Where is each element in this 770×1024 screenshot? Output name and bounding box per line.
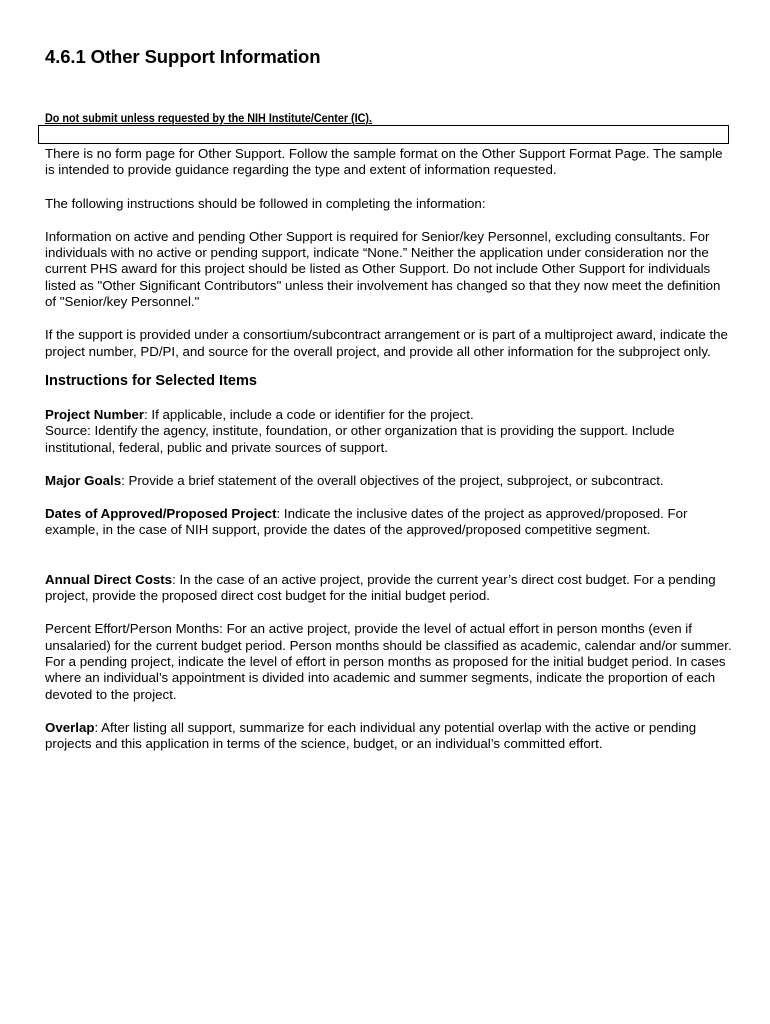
annual-costs-term: Annual Direct Costs bbox=[45, 571, 173, 587]
intro-paragraph: There is no form page for Other Support. Follow the sample format on the Other Support Format Page. The sample is intended to provide guidance regarding the type and extent of information requested. bbox=[45, 146, 723, 178]
item-dates bbox=[45, 506, 735, 539]
item-percent-effort: Percent Effort/Person Months: For an active project, provide the level of actual effort in person months (even if unsalaried) for the current budget period. Person months should be classified as academic, calendar and/or summer. For a pending project, indicate the level of effort in person months as proposed for the initial budget period. In cases where an individual’s appointment is divided into academic and summer segments, indicate the proportion of each devoted to the project. bbox=[45, 621, 732, 702]
instructions-body bbox=[45, 146, 735, 769]
overlap-term: Overlap bbox=[45, 719, 95, 735]
consortium-paragraph: If the support is provided under a consortium/subcontract arrangement or is part of a multiproject award, indicate the project number, PD/PI, and source for the overall project, and provide all other information for the subproject only. bbox=[45, 327, 728, 359]
overlap-text: : After listing all support, summarize for each individual any potential overlap with the active or pending projects and this application in terms of the science, budget, or an individual’s committed effort. bbox=[45, 719, 697, 752]
info-paragraph: Information on active and pending Other Support is required for Senior/key Personnel, excluding consultants. For individuals with no active or pending support, indicate “None.” Neither the application under consideration nor the current PHS award for this project should be listed as Other Support. Do not include Other Support for individuals listed as "Other Significant Contributors" unless their involvement has changed so that they now meet the definition of "Senior/key Personnel." bbox=[45, 228, 721, 310]
major-goals-text: : Provide a brief statement of the overall objectives of the project, subproject, or subcontract. bbox=[121, 472, 664, 488]
instructions-lead: The following instructions should be followed in completing the information: bbox=[45, 195, 486, 211]
dates-term: Dates of Approved/Proposed Project bbox=[45, 506, 277, 522]
annual-costs-text: : In the case of an active project, provide the current year’s direct cost budget. For a pending project, provide the proposed direct cost budget for the initial budget period. bbox=[45, 571, 716, 604]
item-overlap bbox=[45, 720, 735, 753]
submission-warning: Do not submit unless requested by the NIH Institute/Center (IC). bbox=[45, 111, 373, 125]
major-goals-term: Major Goals bbox=[45, 472, 122, 488]
item-project-number bbox=[45, 407, 735, 456]
source-text: Source: Identify the agency, institute, foundation, or other organization that is providing the support. Include institutional, federal, public and private sources of support. bbox=[45, 423, 675, 455]
item-major-goals bbox=[45, 473, 735, 489]
dates-text: : Indicate the inclusive dates of the project as approved/proposed. For example, in the case of NIH support, provide the dates of the approved/proposed competitive segment. bbox=[45, 506, 688, 538]
project-number-text: : If applicable, include a code or identifier for the project. bbox=[144, 406, 474, 422]
project-number-term: Project Number bbox=[45, 406, 145, 422]
section-heading: Instructions for Selected Items bbox=[45, 372, 257, 389]
page-title: 4.6.1 Other Support Information bbox=[45, 46, 321, 67]
item-annual-costs bbox=[45, 572, 735, 605]
form-entry-field[interactable] bbox=[38, 125, 729, 144]
